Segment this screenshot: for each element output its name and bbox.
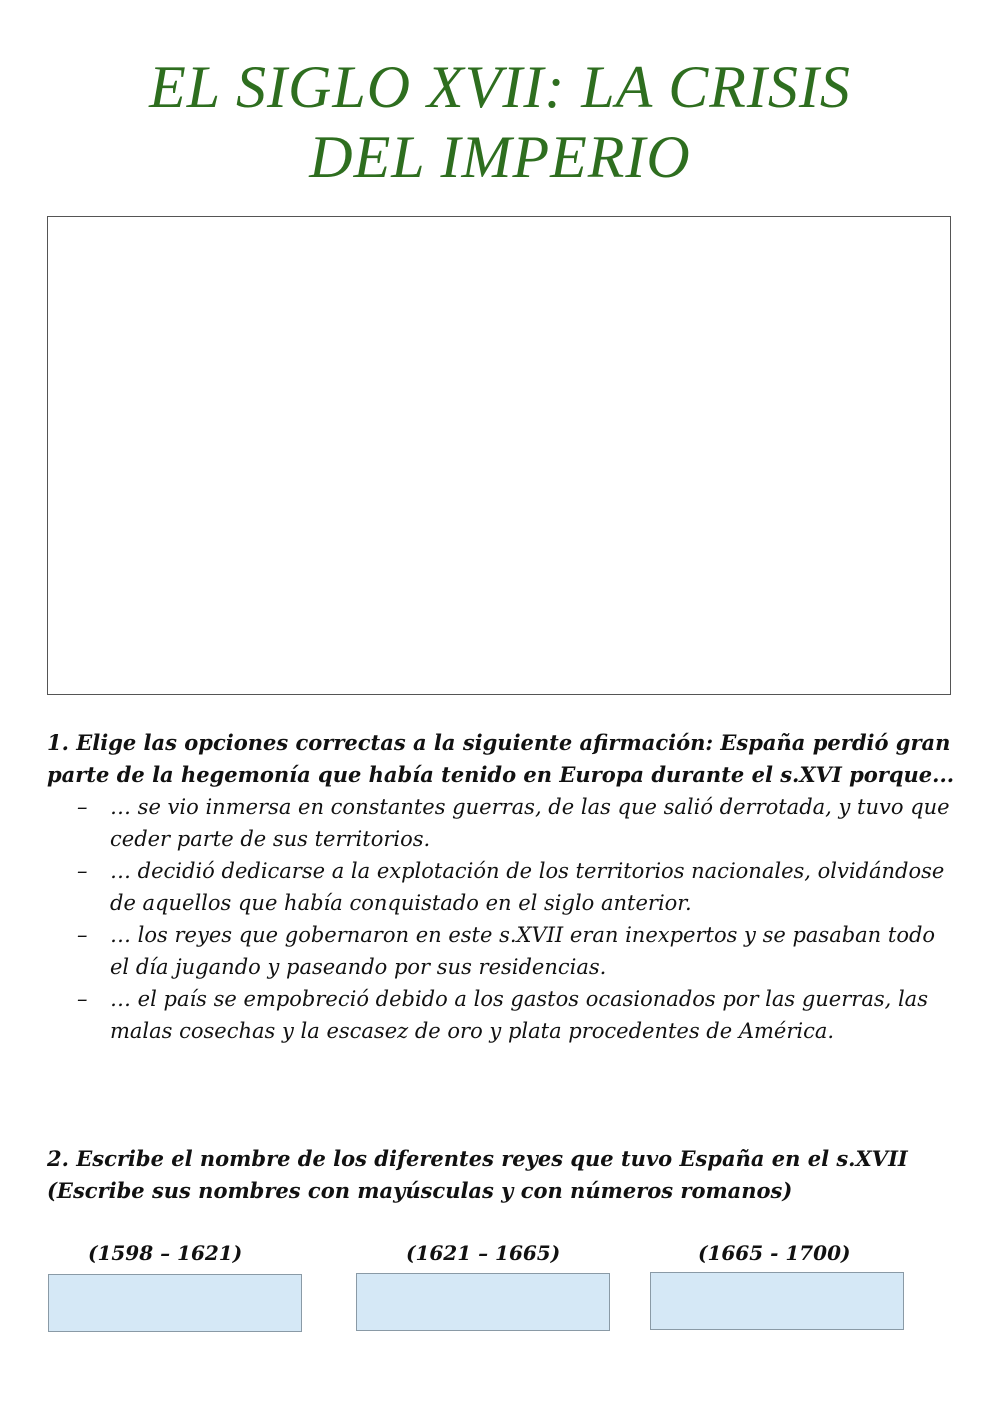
question-1-options bbox=[47, 791, 957, 1047]
option-4[interactable] bbox=[47, 983, 957, 1047]
option-dash: – bbox=[77, 859, 88, 883]
image-placeholder bbox=[47, 216, 951, 695]
option-2-text: … decidió dedicarse a la explotación de los territorios nacionales, olvidándose de aquellos que había conquistado en el siglo anterior. bbox=[110, 859, 945, 915]
option-4-text: … el país se empobreció debido a los gastos ocasionados por las guerras, las malas cosechas y la escasez de oro y plata procedentes de América. bbox=[110, 987, 928, 1043]
option-1-text: … se vio inmersa en constantes guerras, de las que salió derrotada, y tuvo que ceder parte de sus territorios. bbox=[110, 795, 950, 851]
option-dash: – bbox=[77, 923, 88, 947]
reign-period-1: (1598 – 1621) bbox=[88, 1241, 243, 1265]
option-dash: – bbox=[77, 795, 88, 819]
page-title bbox=[0, 52, 1000, 192]
option-3-text: … los reyes que gobernaron en este s.XVII eran inexpertos y se pasaban todo el día jugando y paseando por sus residencias. bbox=[110, 923, 936, 979]
king-3-answer-input[interactable] bbox=[650, 1272, 904, 1330]
question-2 bbox=[47, 1143, 957, 1207]
king-1-answer-input[interactable] bbox=[48, 1274, 302, 1332]
question-1-prompt: 1. Elige las opciones correctas a la siguiente afirmación: España perdió gran parte de la hegemonía que había tenido en Europa durante el s.XVI porque... bbox=[47, 730, 955, 787]
option-dash: – bbox=[77, 987, 88, 1011]
title-line-2: DEL IMPERIO bbox=[309, 124, 691, 190]
reign-period-2: (1621 – 1665) bbox=[406, 1241, 561, 1265]
king-2-answer-input[interactable] bbox=[356, 1273, 610, 1331]
title-line-1: EL SIGLO XVII: LA CRISIS bbox=[149, 54, 851, 120]
question-2-prompt: 2. Escribe el nombre de los diferentes reyes que tuvo España en el s.XVII (Escribe sus nombres con mayúsculas y con números romanos) bbox=[47, 1146, 908, 1203]
option-1[interactable] bbox=[47, 791, 957, 855]
question-1 bbox=[47, 727, 957, 1047]
option-3[interactable] bbox=[47, 919, 957, 983]
option-2[interactable] bbox=[47, 855, 957, 919]
reign-period-3: (1665 - 1700) bbox=[698, 1241, 851, 1265]
